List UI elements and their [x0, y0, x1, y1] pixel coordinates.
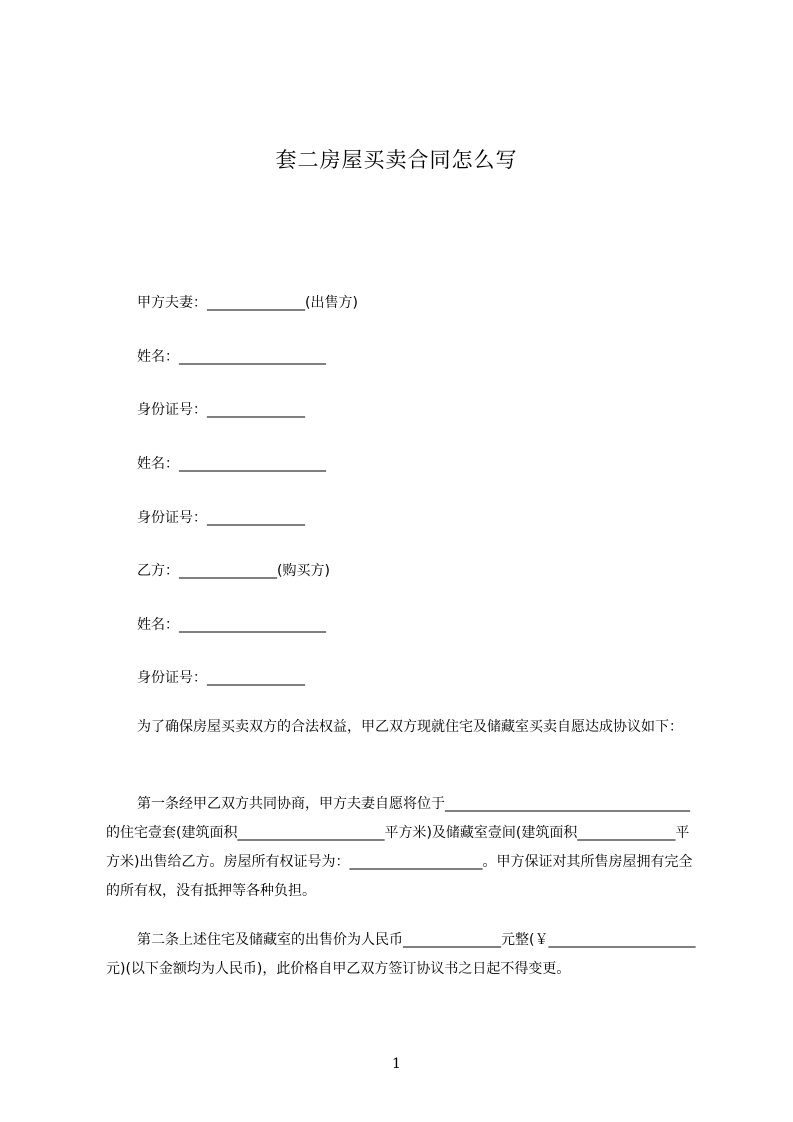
paragraph-intro — [106, 713, 702, 742]
field-id-number: 身份证号：______________ — [137, 670, 305, 686]
paragraph-text: 第一条经甲乙双方共同协商，甲方夫妻自愿将位于___________________________________的住宅壹套(建筑面积_____________________平方米)及储藏室壹间(建筑面积______________平方米)出售给乙方。房屋所有权证号为：___________________。甲方保证对其所售房屋拥有完全的所有权，没有抵押等各种负担。 — [106, 796, 693, 899]
page-number: 1 — [392, 1056, 401, 1072]
field-name: 姓名：_____________________ — [137, 349, 326, 365]
field-name: 姓名：_____________________ — [137, 456, 326, 472]
field-id-number: 身份证号：______________ — [137, 510, 305, 526]
field-party-a: 甲方夫妻：______________(出售方) — [137, 295, 358, 311]
field-name: 姓名：_____________________ — [137, 617, 326, 633]
paragraph-text: 第二条上述住宅及储藏室的出售价为人民币______________元整(￥_____________________元)(以下金额均为人民币)，此价格自甲乙双方签订协议书之日起不得变更。 — [106, 932, 696, 977]
paragraph-text: 为了确保房屋买卖双方的合法权益，甲乙双方现就住宅及储藏室买卖自愿达成协议如下： — [137, 719, 683, 735]
paragraph-article-2 — [106, 926, 702, 984]
field-party-b: 乙方：______________(购买方) — [137, 563, 330, 579]
paragraph-article-1 — [106, 790, 702, 906]
field-id-number: 身份证号：______________ — [137, 402, 305, 418]
document-title: 套二房屋买卖合同怎么写 — [275, 148, 518, 172]
